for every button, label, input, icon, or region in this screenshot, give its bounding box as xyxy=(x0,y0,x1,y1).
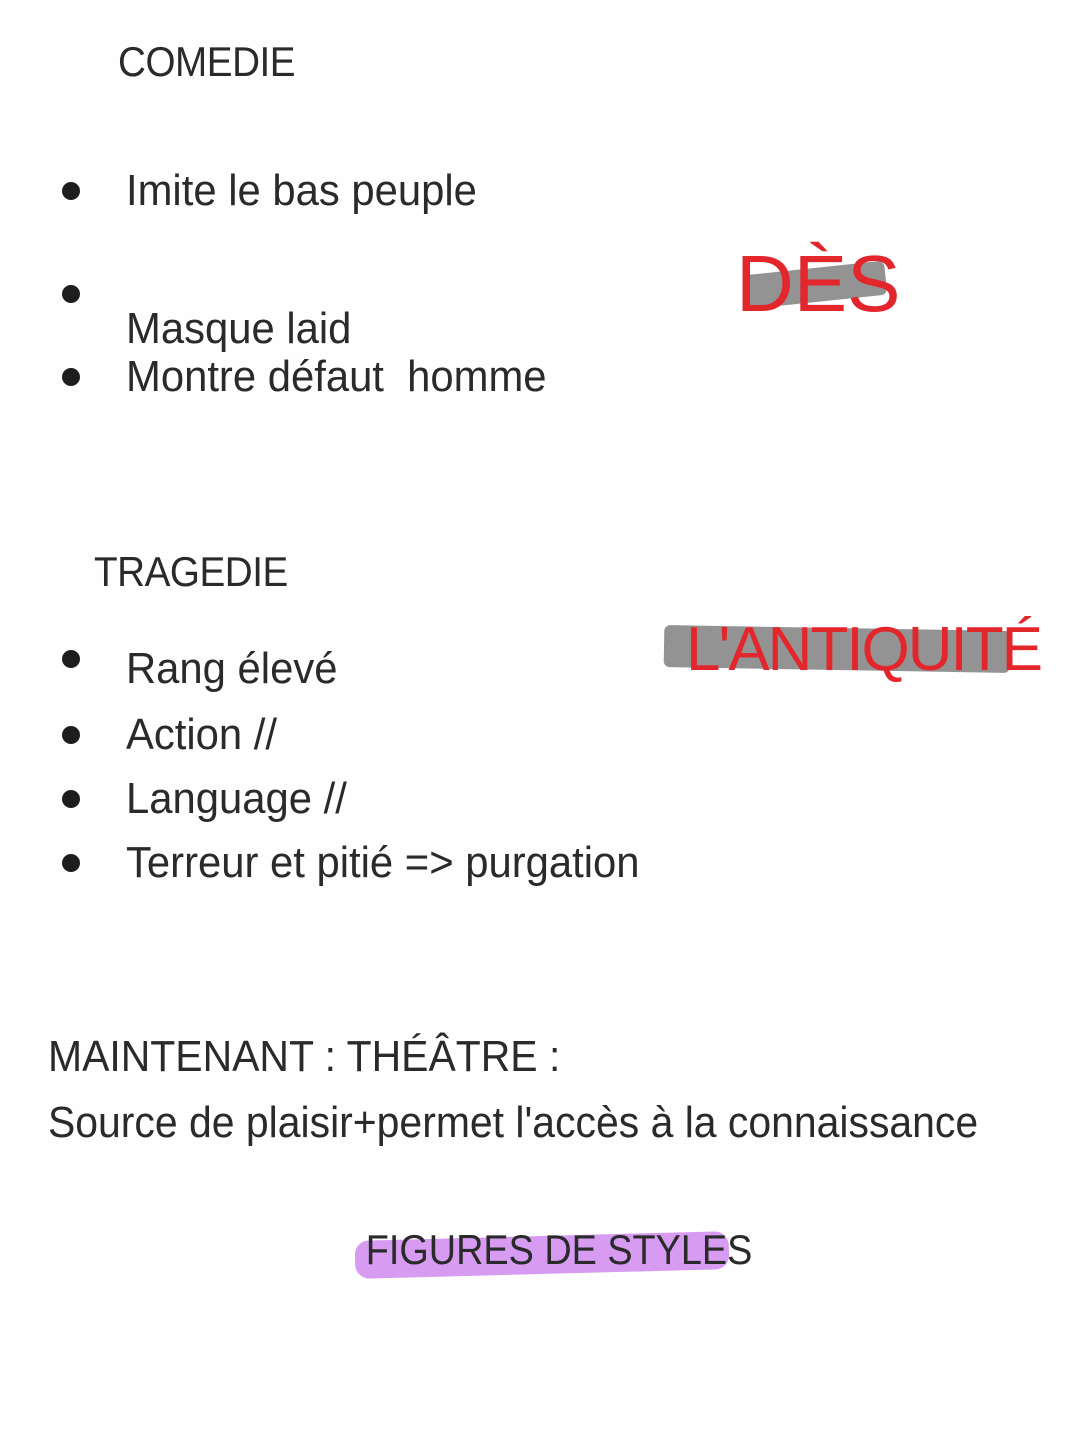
comedie-item-text: Masque laid xyxy=(126,304,352,353)
des-text: DÈS xyxy=(736,239,901,328)
tragedie-item-2 xyxy=(62,710,285,760)
tragedie-item-4 xyxy=(62,838,667,888)
bullet-icon xyxy=(62,650,80,668)
tragedie-item-text: Rang élevé xyxy=(126,644,338,693)
antiquite-annotation xyxy=(686,614,1041,685)
bullet-icon xyxy=(62,368,80,386)
tragedie-item-text: Action // xyxy=(126,710,278,759)
tragedie-heading: TRAGEDIE xyxy=(94,548,288,595)
antiquite-text: L'ANTIQUITÉ xyxy=(686,615,1041,684)
bullet-icon xyxy=(62,182,80,200)
tragedie-item-text: Language // xyxy=(126,774,347,823)
comedie-heading: COMEDIE xyxy=(118,38,296,85)
bullet-icon xyxy=(62,285,80,303)
tragedie-item-1 xyxy=(62,636,349,694)
maintenant-sentence: Source de plaisir+permet l'accès à la connaissance xyxy=(48,1098,979,1147)
comedie-item-text: Montre défaut homme xyxy=(126,352,547,401)
bullet-icon xyxy=(62,726,80,744)
des-annotation xyxy=(736,238,901,330)
comedie-item-2 xyxy=(62,264,363,354)
tragedie-item-text: Terreur et pitié => purgation xyxy=(126,838,640,887)
figures-text: FIGURES DE STYLES xyxy=(365,1226,753,1273)
comedie-item-3 xyxy=(62,352,569,402)
bullet-icon xyxy=(62,790,80,808)
tragedie-item-3 xyxy=(62,774,358,824)
comedie-item-text: Imite le bas peuple xyxy=(126,166,477,215)
maintenant-heading: MAINTENANT : THÉÂTRE : xyxy=(48,1032,561,1081)
figures-de-styles-heading xyxy=(355,1226,796,1274)
bullet-icon xyxy=(62,854,80,872)
comedie-item-1 xyxy=(62,166,495,216)
